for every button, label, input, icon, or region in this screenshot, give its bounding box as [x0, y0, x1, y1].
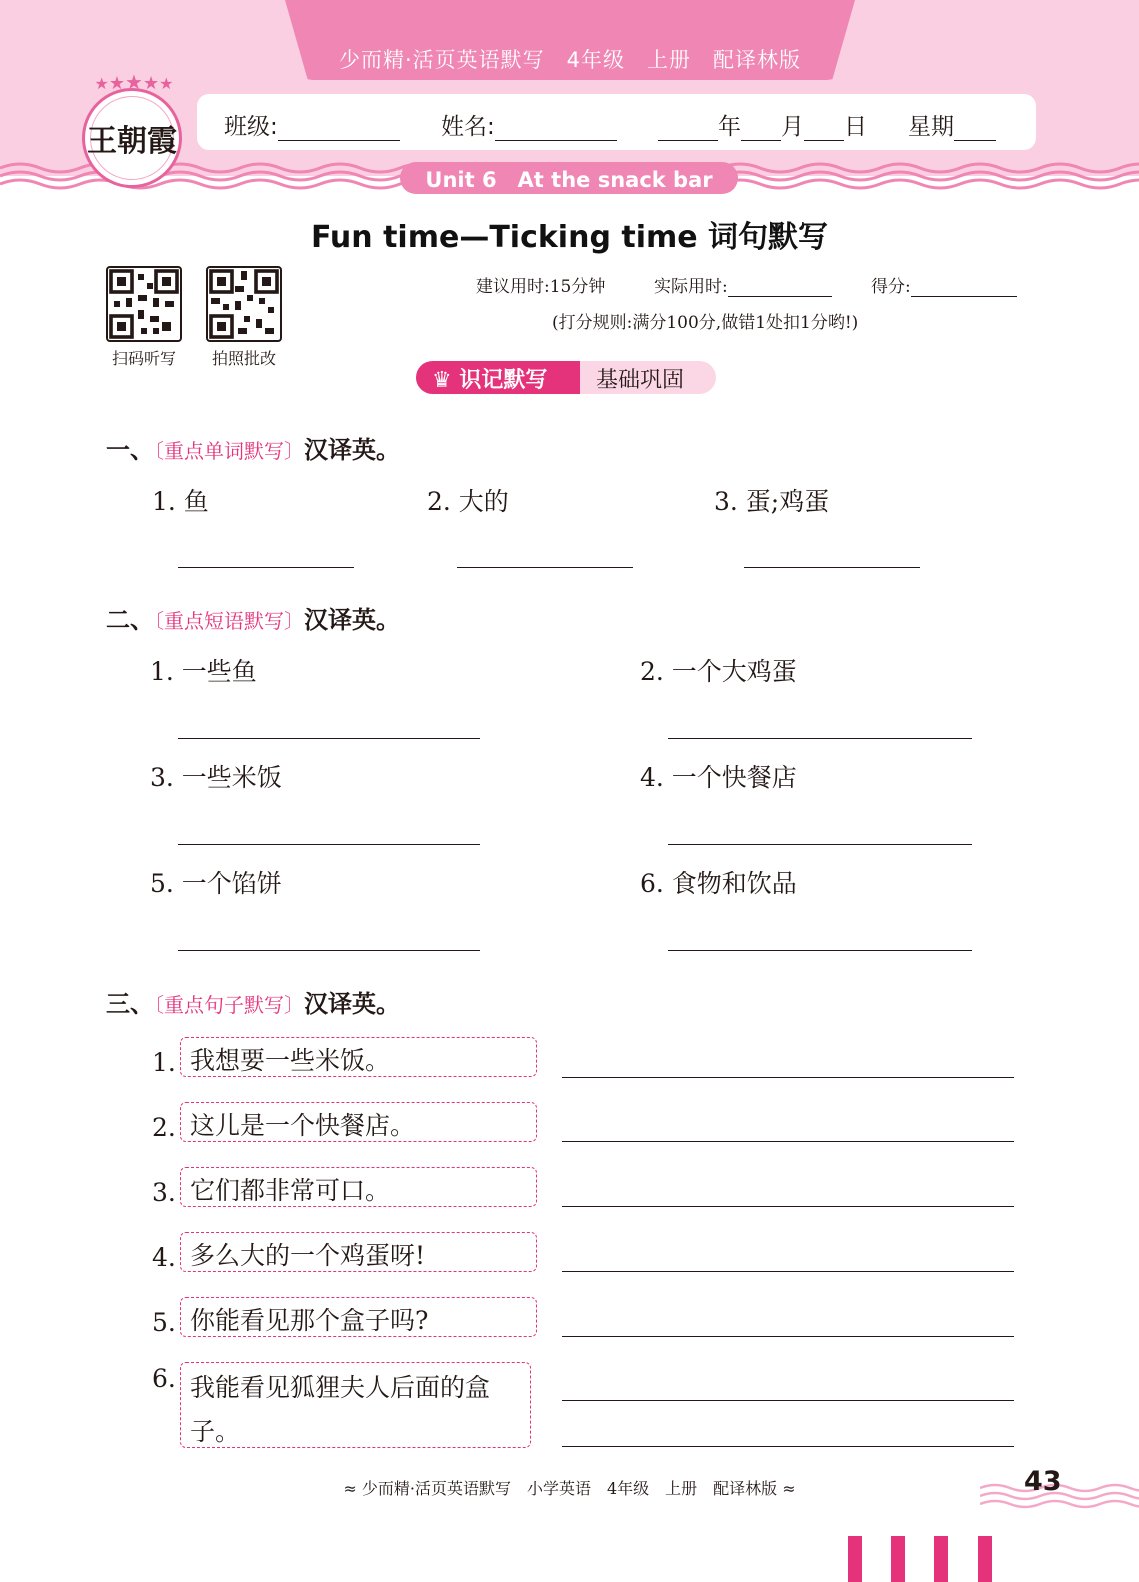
section-3-prefix: 三、	[106, 990, 154, 1018]
sentence-text-5: 你能看见那个盒子吗?	[190, 1306, 429, 1335]
medal-icon: ♛	[432, 368, 452, 393]
footer-bar-3	[934, 1536, 948, 1582]
badge-right-label: 基础巩固	[596, 368, 685, 393]
sentence-number-4: 4.	[152, 1243, 176, 1272]
phrase-answer-line-5[interactable]	[178, 950, 480, 951]
footer-bar-1	[848, 1536, 862, 1582]
name-label: 姓名:	[441, 114, 495, 140]
word-item-3: 3. 蛋;鸡蛋	[714, 487, 830, 516]
sentence-number-1: 1.	[152, 1048, 176, 1077]
sentence-answer-line-6a[interactable]	[562, 1400, 1014, 1401]
sentence-number-6: 6.	[152, 1364, 176, 1393]
phrase-item-4: 4. 一个快餐店	[640, 763, 797, 792]
sentence-text-6: 我能看见狐狸夫人后面的盒子。	[190, 1373, 491, 1446]
name-blank[interactable]	[495, 114, 617, 141]
phrase-item-1: 1. 一些鱼	[150, 657, 257, 686]
word-answer-line-1[interactable]	[178, 567, 354, 568]
unit-title: Unit 6 At the snack bar	[425, 168, 713, 192]
photo-qr-label: 拍照批改	[211, 349, 276, 368]
sentence-text-3: 它们都非常可口。	[190, 1176, 391, 1205]
sentence-number-5: 5.	[152, 1308, 176, 1337]
score-field[interactable]	[871, 272, 1017, 297]
actual-time-blank[interactable]	[728, 276, 832, 297]
word-answer-line-3[interactable]	[744, 567, 920, 568]
phrase-item-5: 5. 一个馅饼	[150, 869, 282, 898]
sentence-text-1: 我想要一些米饭。	[190, 1046, 391, 1075]
phrase-answer-line-1[interactable]	[178, 738, 480, 739]
phrase-answer-line-4[interactable]	[668, 844, 972, 845]
name-field[interactable]	[441, 108, 617, 141]
sentence-answer-line-1[interactable]	[562, 1077, 1014, 1078]
actual-time-label: 实际用时:	[654, 277, 728, 297]
page-number: 43	[1024, 1466, 1062, 1497]
score-blank[interactable]	[911, 276, 1017, 297]
badge-left-text	[432, 363, 547, 394]
sentence-text-2: 这儿是一个快餐店。	[190, 1111, 416, 1140]
phrase-answer-line-3[interactable]	[178, 844, 480, 845]
section-3-tag: 〔重点句子默写〕	[154, 993, 304, 1017]
sentence-number-3: 3.	[152, 1178, 176, 1207]
section-2-instruction: 汉译英。	[304, 606, 400, 634]
suggested-time: 建议用时:15分钟	[476, 277, 606, 297]
score-label: 得分:	[871, 277, 911, 297]
page-title: Fun time—Ticking time 词句默写	[310, 220, 829, 255]
month-blank[interactable]	[741, 114, 781, 141]
day-blank[interactable]	[804, 114, 844, 141]
scoring-rule: (打分规则:满分100分,做错1处扣1分哟!)	[552, 313, 859, 333]
class-blank[interactable]	[278, 114, 400, 141]
listen-qr-label: 扫码听写	[111, 349, 176, 368]
class-field[interactable]	[224, 108, 400, 141]
badge-left-label: 识记默写	[459, 368, 548, 393]
date-field[interactable]	[658, 108, 867, 141]
series-title: 少而精·活页英语默写 4年级 上册 配译林版	[338, 48, 802, 72]
sentence-answer-line-2[interactable]	[562, 1141, 1014, 1142]
phrase-item-3: 3. 一些米饭	[150, 763, 282, 792]
photo-qr-code-icon[interactable]	[206, 266, 282, 342]
week-field[interactable]	[908, 108, 996, 141]
sentence-answer-line-3[interactable]	[562, 1206, 1014, 1207]
section-3-instruction: 汉译英。	[304, 990, 400, 1018]
section-1-prefix: 一、	[106, 436, 154, 464]
phrase-item-2: 2. 一个大鸡蛋	[640, 657, 797, 686]
week-label: 星期	[908, 114, 954, 140]
footer-text: ≈ 少而精·活页英语默写 小学英语 4年级 上册 配译林版 ≈	[343, 1479, 796, 1498]
phrase-item-6: 6. 食物和饮品	[640, 869, 797, 898]
actual-time-field[interactable]	[654, 272, 832, 297]
sentence-answer-line-6b[interactable]	[562, 1446, 1014, 1447]
sentence-text-4: 多么大的一个鸡蛋呀!	[190, 1241, 426, 1270]
sentence-answer-line-5[interactable]	[562, 1336, 1014, 1337]
word-item-2: 2. 大的	[427, 487, 509, 516]
section-2-prefix: 二、	[106, 606, 154, 634]
word-answer-line-2[interactable]	[457, 567, 633, 568]
day-label: 日	[844, 114, 867, 140]
week-blank[interactable]	[954, 114, 996, 141]
month-label: 月	[781, 114, 804, 140]
class-label: 班级:	[224, 114, 278, 140]
logo-stars-icon: ★★★★★	[94, 70, 174, 94]
footer-bar-2	[891, 1536, 905, 1582]
year-blank[interactable]	[658, 114, 718, 141]
phrase-answer-line-6[interactable]	[668, 950, 972, 951]
section-2-tag: 〔重点短语默写〕	[154, 609, 304, 633]
sentence-number-2: 2.	[152, 1113, 176, 1142]
section-1-tag: 〔重点单词默写〕	[154, 439, 304, 463]
logo-text: 王朝霞	[87, 124, 177, 159]
section-1-instruction: 汉译英。	[304, 436, 400, 464]
word-item-1: 1. 鱼	[152, 487, 209, 516]
section-1-heading	[106, 430, 400, 465]
phrase-answer-line-2[interactable]	[668, 738, 972, 739]
section-3-heading	[106, 984, 400, 1019]
footer-bar-4	[978, 1536, 992, 1582]
section-2-heading	[106, 600, 400, 635]
year-label: 年	[718, 114, 741, 140]
sentence-answer-line-4[interactable]	[562, 1271, 1014, 1272]
listen-qr-code-icon[interactable]	[106, 266, 182, 342]
